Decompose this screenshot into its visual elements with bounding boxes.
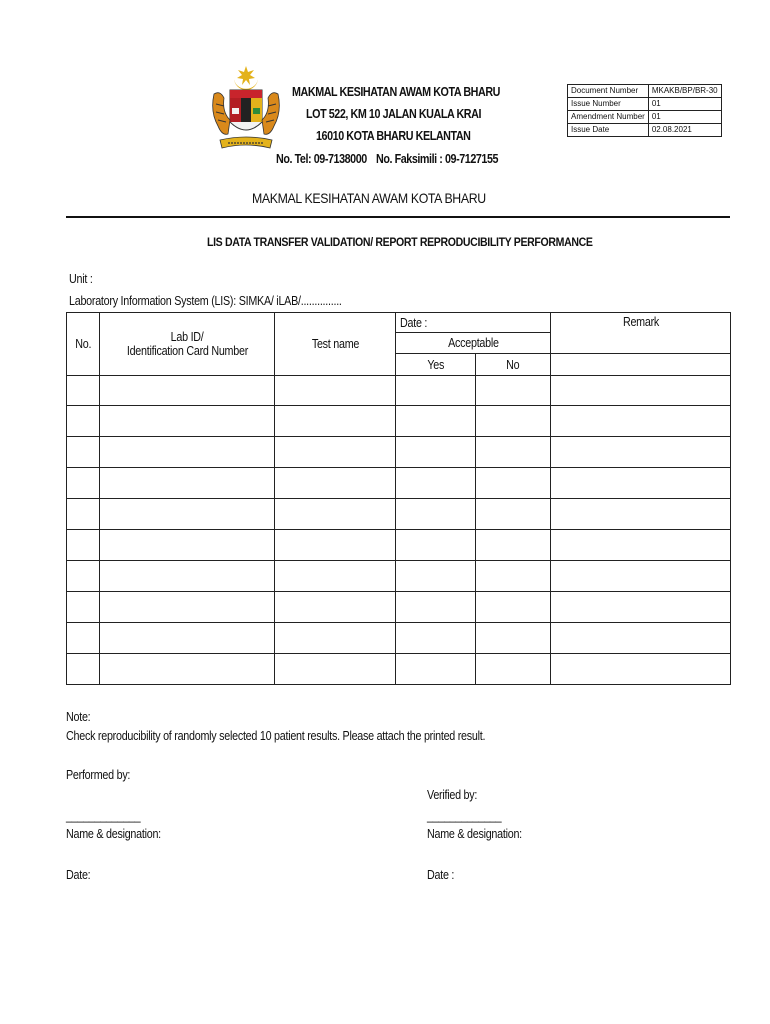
lab-name: MAKMAL KESIHATAN AWAM KOTA BHARU [292, 85, 500, 99]
table-cell[interactable] [396, 376, 476, 406]
validation-table [66, 312, 731, 685]
table-cell[interactable] [275, 654, 396, 685]
header-yes: Yes [396, 354, 476, 376]
subtitle: MAKMAL KESIHATAN AWAM KOTA BHARU [252, 190, 486, 206]
table-cell[interactable] [551, 654, 731, 685]
doc-info-value: 01 [648, 98, 721, 111]
name-designation-right: Name & designation: [427, 827, 522, 841]
table-cell[interactable] [476, 406, 551, 437]
table-cell[interactable] [551, 623, 731, 654]
table-row [67, 437, 731, 468]
header-no-option: No [476, 354, 551, 376]
unit-label: Unit : [69, 272, 93, 286]
page-title: LIS DATA TRANSFER VALIDATION/ REPORT REPRODUCIBILITY PERFORMANCE [207, 235, 593, 249]
date-left-label: Date: [66, 868, 91, 882]
table-cell[interactable] [476, 499, 551, 530]
table-cell[interactable] [396, 530, 476, 561]
table-cell[interactable] [67, 654, 100, 685]
table-cell[interactable] [476, 592, 551, 623]
table-cell[interactable] [275, 376, 396, 406]
address-line-1: LOT 522, KM 10 JALAN KUALA KRAI [306, 107, 482, 121]
table-cell[interactable] [396, 592, 476, 623]
header-lab-id: Lab ID/ Identification Card Number [100, 313, 275, 376]
header-test-name: Test name [275, 313, 396, 376]
table-cell[interactable] [67, 592, 100, 623]
table-cell[interactable] [275, 437, 396, 468]
table-cell[interactable] [275, 623, 396, 654]
table-cell[interactable] [396, 499, 476, 530]
header-remark-blank [551, 354, 731, 376]
table-cell[interactable] [396, 654, 476, 685]
table-cell[interactable] [396, 406, 476, 437]
note-label: Note: [66, 710, 91, 724]
table-cell[interactable] [476, 376, 551, 406]
doc-info-key: Issue Number [568, 98, 649, 111]
verified-by-label: Verified by: [427, 788, 478, 802]
table-cell[interactable] [67, 437, 100, 468]
table-cell[interactable] [396, 468, 476, 499]
table-cell[interactable] [100, 592, 275, 623]
table-cell[interactable] [551, 376, 731, 406]
header-remark: Remark [551, 313, 731, 354]
table-cell[interactable] [67, 561, 100, 592]
header-divider [66, 216, 730, 218]
table-row [67, 623, 731, 654]
table-cell[interactable] [275, 592, 396, 623]
table-cell[interactable] [275, 561, 396, 592]
table-cell[interactable] [100, 406, 275, 437]
table-cell[interactable] [476, 437, 551, 468]
table-cell[interactable] [67, 468, 100, 499]
table-row [67, 468, 731, 499]
table-row [67, 376, 731, 406]
doc-info-row [568, 111, 722, 124]
table-cell[interactable] [396, 561, 476, 592]
table-cell[interactable] [396, 437, 476, 468]
header-acceptable: Acceptable [396, 333, 551, 354]
doc-info-row [568, 98, 722, 111]
table-cell[interactable] [100, 499, 275, 530]
doc-info-key: Document Number [568, 85, 649, 98]
table-cell[interactable] [100, 530, 275, 561]
table-cell[interactable] [100, 654, 275, 685]
table-cell[interactable] [67, 499, 100, 530]
doc-info-row [568, 85, 722, 98]
table-cell[interactable] [551, 468, 731, 499]
signature-line-left[interactable]: _____________ [66, 809, 141, 823]
header-no: No. [67, 313, 100, 376]
table-cell[interactable] [551, 561, 731, 592]
date-right-label: Date : [427, 868, 455, 882]
table-cell[interactable] [67, 406, 100, 437]
doc-info-key: Amendment Number [568, 111, 649, 124]
address-line-2: 16010 KOTA BHARU KELANTAN [316, 129, 471, 143]
table-cell[interactable] [551, 406, 731, 437]
table-row [67, 530, 731, 561]
table-cell[interactable] [396, 623, 476, 654]
table-cell[interactable] [476, 468, 551, 499]
header-date: Date : [396, 313, 551, 333]
table-cell[interactable] [67, 623, 100, 654]
table-row [67, 406, 731, 437]
table-cell[interactable] [551, 437, 731, 468]
table-cell[interactable] [476, 561, 551, 592]
telephone-number: No. Tel: 09-7138000 [276, 152, 367, 166]
doc-info-value: MKAKB/BP/BR-30 [648, 85, 721, 98]
performed-by-label: Performed by: [66, 768, 131, 782]
table-cell[interactable] [100, 561, 275, 592]
table-cell[interactable] [476, 530, 551, 561]
doc-info-value: 02.08.2021 [648, 124, 721, 137]
table-cell[interactable] [275, 530, 396, 561]
table-cell[interactable] [476, 654, 551, 685]
table-cell[interactable] [100, 376, 275, 406]
name-designation-left: Name & designation: [66, 827, 161, 841]
doc-info-key: Issue Date [568, 124, 649, 137]
table-cell[interactable] [67, 376, 100, 406]
table-header-row [67, 313, 731, 333]
table-row [67, 561, 731, 592]
fax-number: No. Faksimili : 09-7127155 [376, 152, 499, 166]
signature-line-right[interactable]: _____________ [427, 809, 502, 823]
table-cell[interactable] [67, 530, 100, 561]
table-cell[interactable] [100, 437, 275, 468]
table-row [67, 499, 731, 530]
coat-of-arms-icon [208, 64, 284, 158]
table-cell[interactable] [551, 499, 731, 530]
table-cell[interactable] [100, 468, 275, 499]
table-cell[interactable] [476, 623, 551, 654]
table-row [67, 592, 731, 623]
table-cell[interactable] [551, 530, 731, 561]
doc-info-row [568, 124, 722, 137]
note-text: Check reproducibility of randomly selected 10 patient results. Please attach the printed result. [66, 729, 486, 743]
document-info-table [567, 84, 722, 137]
table-cell[interactable] [100, 623, 275, 654]
table-cell[interactable] [551, 592, 731, 623]
table-row [67, 654, 731, 685]
lis-label: Laboratory Information System (LIS): SIMKA/ iLAB/............... [69, 294, 342, 308]
table-cell[interactable] [275, 499, 396, 530]
table-cell[interactable] [275, 406, 396, 437]
doc-info-value: 01 [648, 111, 721, 124]
table-cell[interactable] [275, 468, 396, 499]
